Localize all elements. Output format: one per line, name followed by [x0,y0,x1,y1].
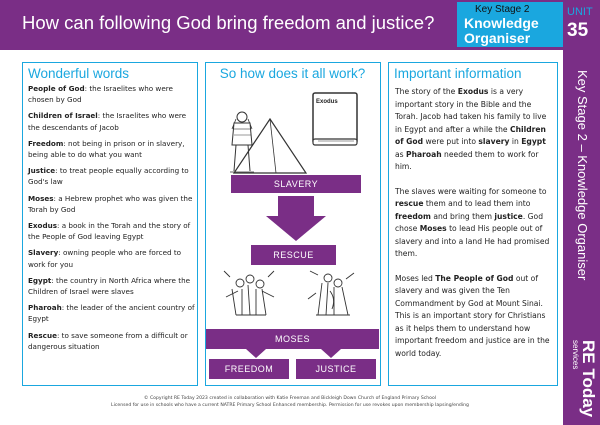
rescue-label [251,245,336,265]
wonderful-words-heading: Wonderful words [28,66,130,81]
freedom-label [209,359,289,379]
key-stage-label: Key Stage 2 [475,4,530,15]
organiser-title-line1: Knowledge [464,15,539,31]
flow-panel [205,62,381,386]
word-term: Justice [28,166,56,176]
word-item [28,330,196,352]
word-definition: : to save someone from a difficult or dangerous situation [28,330,188,351]
information-text [395,86,555,372]
word-item [28,110,196,132]
sidebar-caption: Key Stage 2 – Knowledge Organiser [575,70,590,281]
justice-text: JUSTICE [315,364,357,374]
connector-arrows-icon [216,349,371,359]
info-paragraph-1: The story of the Exodus is a very important story in the Bible and the Torah. Jacob had taken his family to live in Egypt and after a while the Children of God were put into slavery in Egypt as Pharoah needed them to work for him. [395,87,547,171]
word-item [28,275,196,297]
word-item [28,165,196,187]
unit-label: UNIT [567,6,593,18]
word-item [28,138,196,160]
organiser-title-line2: Organiser [464,30,531,46]
unit-number: 35 [567,20,589,41]
word-term: Moses [28,193,54,203]
word-definition: : owning people who are forced to work for you [28,248,182,269]
brand-logo [567,340,597,420]
word-term: People of God [28,84,85,93]
wonderful-words-panel [22,62,198,386]
word-item [28,193,196,215]
important-information-heading: Important information [394,66,522,81]
word-definition: : to treat people equally according to God's law [28,166,189,187]
word-item [28,220,196,242]
word-term: Slavery [28,248,59,258]
word-definition: : not being in prison or in slavery, being able to do what you want [28,138,185,160]
knowledge-organiser-badge [457,2,563,47]
word-term: Freedom [28,138,64,148]
pyramid-person-icon [220,89,310,175]
word-item [28,247,196,269]
word-definition: : the country in North Africa where the Children of Israel were slaves [28,275,191,297]
word-term: Children of Israel [28,111,98,121]
info-paragraph-3: Moses led The People of God out of slavery and was given the Ten Commandment by God at Mount Sinai. This is an important story for Christians as it helps them to understand how important freedom and justice are in the world today. [395,273,550,358]
brand-name: RE Today [579,340,598,418]
word-definition: : the Israelites who were chosen by God [28,84,173,105]
word-term: Rescue [28,330,57,340]
flow-heading: So how does it all work? [219,66,366,81]
freedom-text: FREEDOM [224,364,274,374]
copyright-line-2: Licensed for use in schools who have a current NATRE Primary School Enhanced membership. Permission for use revokes upon membership lapsing/ending [111,403,469,408]
word-list [28,83,196,357]
justice-label [296,359,376,379]
down-arrow-icon [264,196,328,242]
copyright-line-1: © Copyright RE Today 2023 created in collaboration with Katie Freeman and Bickleigh Down Church of England Primary School [143,396,437,401]
word-definition: : the Israelites who were the descendants of Jacob [28,111,187,132]
word-term: Pharoah [28,303,62,313]
word-item [28,302,196,324]
rescue-text: RESCUE [273,250,314,260]
info-paragraph-2: The slaves were waiting for someone to rescue them and to lead them into freedom and bring them justice. God chose Moses to lead His people out of slavery and into a land He had promised them. [395,186,550,258]
moses-text: MOSES [274,334,310,344]
slavery-label [231,175,361,193]
people-crowd-icon [218,269,368,319]
brand-subtitle: services [571,340,580,370]
slavery-text: SLAVERY [273,179,319,189]
book-label: Exodus [316,99,338,105]
word-definition: : a book in the Torah and the story of the People of God leaving Egypt [28,221,191,242]
word-item [28,83,196,105]
moses-label [206,329,379,349]
copyright-footer [20,395,560,409]
important-information-panel [388,62,558,386]
page-title: How can following God bring freedom and justice? [22,12,435,33]
word-definition: : the leader of the ancient country of Egypt [28,303,195,324]
word-term: Egypt [28,275,52,285]
word-definition: : a Hebrew prophet who was given the Torah by God [28,193,193,214]
word-term: Exodus [28,221,58,231]
